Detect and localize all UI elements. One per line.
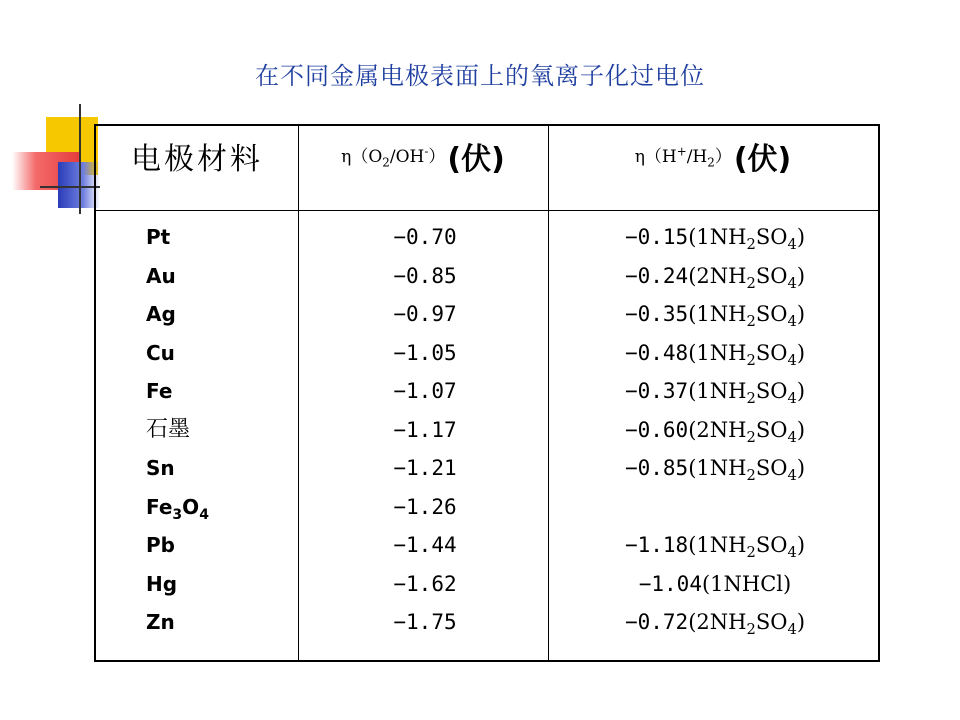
material-cell: Fe bbox=[146, 379, 173, 403]
material-cell: Pt bbox=[146, 225, 171, 249]
h2-value-cell: $-0.48(1NH_2SO_4)$ bbox=[624, 340, 806, 369]
o2-value-cell: −0.70 bbox=[393, 225, 457, 249]
h2-value-cell: −1.04(1NHCl) bbox=[638, 571, 792, 596]
o2-value-cell: −1.26 bbox=[393, 494, 457, 519]
material-cell: Hg bbox=[146, 571, 178, 596]
decorative-vertical-line bbox=[79, 104, 81, 214]
o2-value-cell: −0.97 bbox=[393, 302, 457, 326]
material-cell: Pb bbox=[146, 533, 175, 557]
decorative-horizontal-line bbox=[40, 186, 100, 188]
header-h2-overpotential bbox=[548, 126, 878, 186]
column-divider bbox=[298, 126, 299, 660]
h2-value-cell: $-1.18(1NH_2SO_4)$ bbox=[624, 533, 806, 562]
material-cell: Zn bbox=[146, 610, 175, 634]
material-column bbox=[146, 218, 296, 642]
o2-value-cell: −1.21 bbox=[393, 456, 457, 480]
h2-value-cell: $-0.72(2NH_2SO_4)$ bbox=[624, 610, 806, 639]
o2-value-cell: −1.17 bbox=[393, 417, 457, 442]
overpotential-table bbox=[94, 124, 880, 662]
o2-value-cell: −0.85 bbox=[393, 263, 457, 288]
material-cell: Ag bbox=[146, 302, 176, 326]
h2-value-cell: $-0.35(1NH_2SO_4)$ bbox=[624, 302, 806, 331]
h2-value-cell: $-0.37(1NH_2SO_4)$ bbox=[624, 379, 806, 408]
o2-value-cell: −1.62 bbox=[393, 571, 457, 596]
material-cell: 石墨 bbox=[146, 416, 191, 442]
h2-overpotential-column bbox=[550, 218, 880, 642]
header-o2-overpotential bbox=[298, 126, 548, 186]
slide-title: 在不同金属电极表面上的氧离子化过电位 bbox=[255, 62, 705, 90]
header-h2-label: $\eta(H^+/H_2)$ bbox=[634, 144, 732, 170]
h2-value-cell: $-0.60(2NH_2SO_4)$ bbox=[624, 417, 806, 446]
o2-value-cell: −1.07 bbox=[393, 379, 457, 403]
material-cell: Sn bbox=[146, 456, 175, 480]
h2-value-cell: $-0.15(1NH_2SO_4)$ bbox=[624, 225, 806, 254]
h2-value-cell bbox=[550, 488, 880, 527]
o2-value-cell: −1.44 bbox=[393, 533, 457, 557]
h2-value-cell: $-0.85(1NH_2SO_4)$ bbox=[624, 456, 806, 485]
header-material: 电极材料 bbox=[131, 142, 263, 177]
material-cell: Cu bbox=[146, 340, 175, 365]
header-o2-label: $\eta(O_2/OH^-)$ bbox=[341, 144, 446, 170]
material-cell: Au bbox=[146, 263, 176, 288]
o2-value-cell: −1.75 bbox=[393, 610, 457, 634]
h2-value-cell: $-0.24(2NH_2SO_4)$ bbox=[624, 263, 806, 292]
o2-overpotential-column bbox=[300, 218, 550, 642]
material-cell: $Fe_3O_4$ bbox=[146, 494, 209, 523]
header-divider bbox=[96, 210, 878, 211]
header-h2-unit: (伏) bbox=[733, 142, 792, 177]
o2-value-cell: −1.05 bbox=[393, 340, 457, 365]
header-o2-unit: (伏) bbox=[447, 142, 505, 177]
